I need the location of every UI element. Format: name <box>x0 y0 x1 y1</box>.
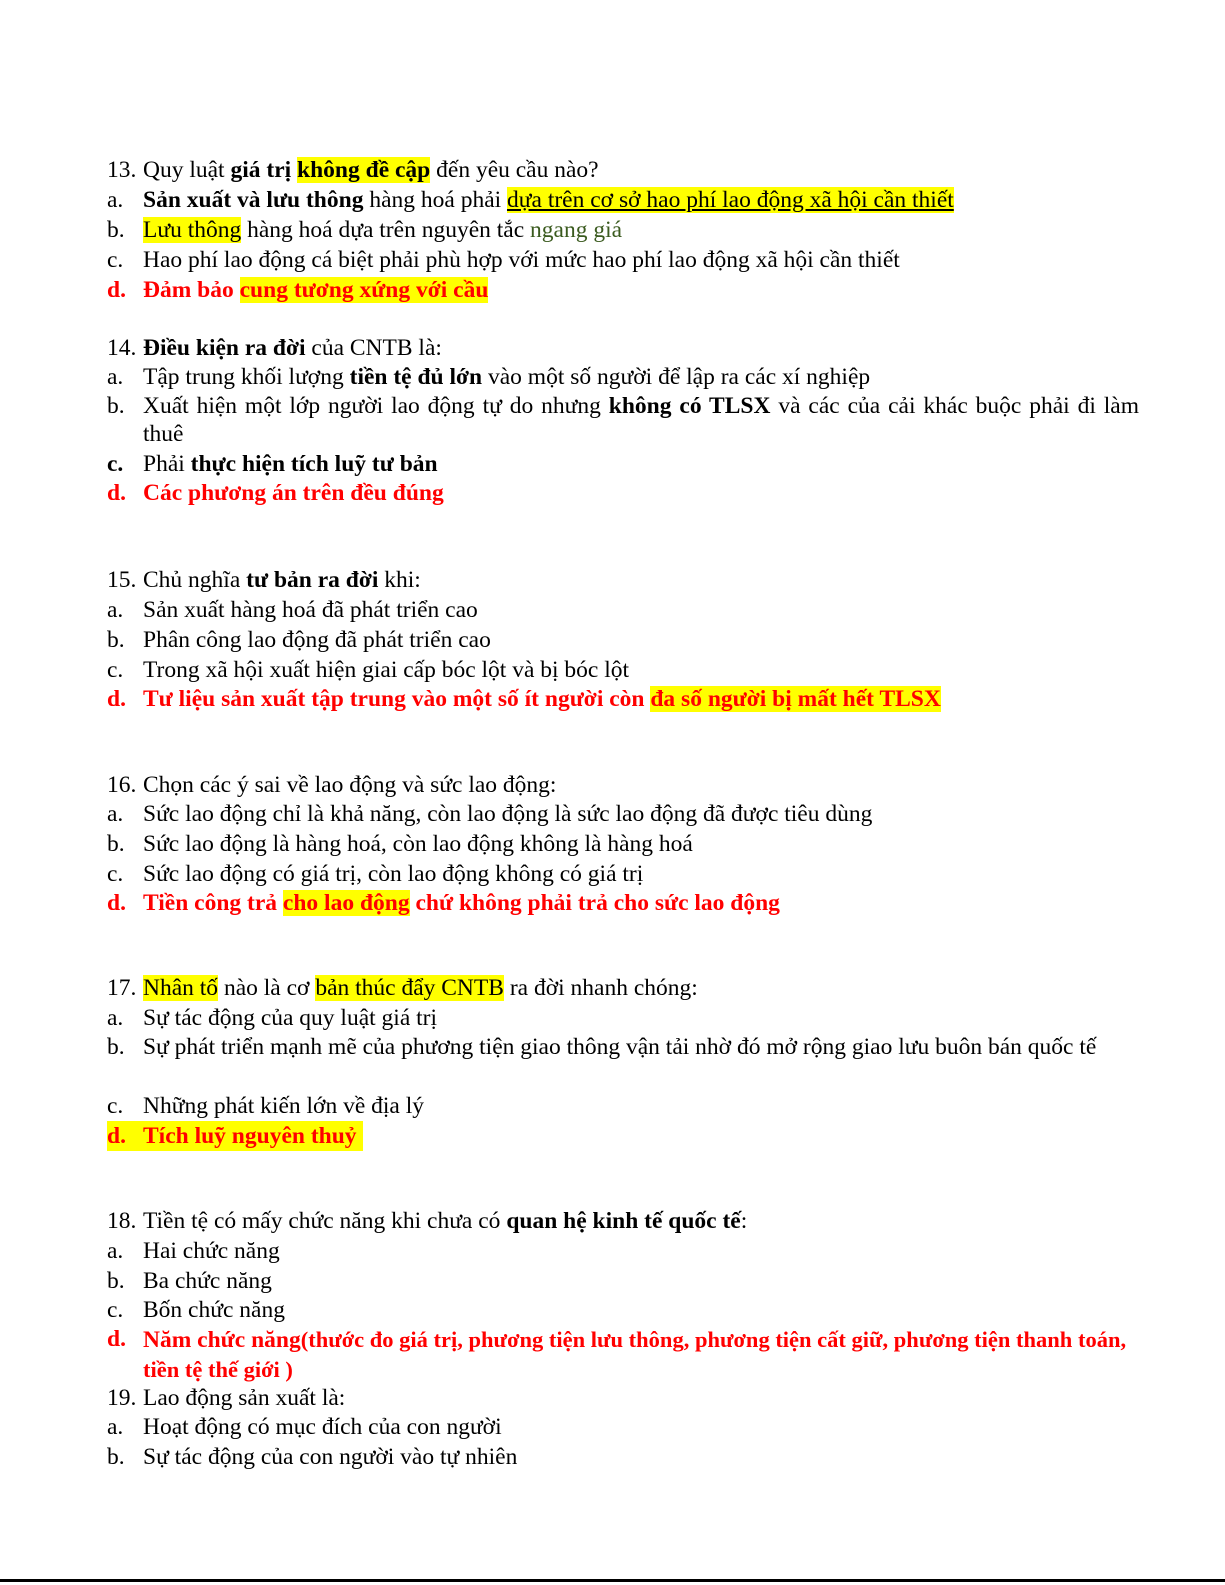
option-label: b. <box>107 393 125 419</box>
option-label: c. <box>107 1093 124 1119</box>
option-text: Sự tác động của quy luật giá trị <box>143 1005 438 1031</box>
option-17d-answer <box>107 1121 363 1151</box>
question-prompt: Điều kiện ra đời của CNTB là: <box>143 335 442 361</box>
question-prompt: Lao động sản xuất là: <box>143 1385 346 1411</box>
option-text: Phân công lao động đã phát triển cao <box>143 627 491 653</box>
option-text: Sản xuất và lưu thông hàng hoá phải dựa trên cơ sở hao phí lao động xã hội cần thiết <box>143 187 954 213</box>
option-label: a. <box>107 597 124 623</box>
option-text: Phải thực hiện tích luỹ tư bản <box>143 451 438 477</box>
question-number: 13. <box>107 157 137 183</box>
option-text: Những phát kiến lớn về địa lý <box>143 1093 425 1119</box>
option-label: b. <box>107 831 125 857</box>
option-label: b. <box>107 217 125 243</box>
question-number: 17. <box>107 975 137 1001</box>
option-label: d. <box>107 686 126 712</box>
option-18d-answer <box>107 1325 1139 1385</box>
question-prompt: Nhân tố nào là cơ bản thúc đẩy CNTB ra đời nhanh chóng: <box>143 975 698 1001</box>
option-text: Ba chức năng <box>143 1268 272 1294</box>
option-label: d. <box>107 1326 126 1352</box>
option-text: Các phương án trên đều đúng <box>143 480 444 506</box>
option-14b <box>107 392 1139 448</box>
option-text: Tích luỹ nguyên thuỷ <box>143 1123 357 1149</box>
question-prompt: Chọn các ý sai về lao động và sức lao động: <box>143 772 557 798</box>
option-17c <box>107 1091 1139 1121</box>
option-label: d. <box>107 890 126 916</box>
option-text: Hoạt động có mục đích của con người <box>143 1414 502 1440</box>
option-text: Đảm bảo cung tương xứng với cầu <box>143 277 489 303</box>
option-13d-answer <box>107 275 1139 305</box>
option-text: Lưu thông hàng hoá dựa trên nguyên tắc ngang giá <box>143 217 623 243</box>
option-label: d. <box>107 277 126 303</box>
question-15 <box>107 565 1139 595</box>
option-16a <box>107 799 1139 829</box>
option-18c <box>107 1295 1139 1325</box>
option-text: Sức lao động là hàng hoá, còn lao động không là hàng hoá <box>143 831 693 857</box>
option-16b <box>107 829 1139 859</box>
question-number: 19. <box>107 1385 137 1411</box>
option-text: Sức lao động chỉ là khả năng, còn lao động là sức lao động đã được tiêu dùng <box>143 801 873 827</box>
option-text: Sức lao động có giá trị, còn lao động không có giá trị <box>143 861 644 887</box>
question-number: 15. <box>107 567 137 593</box>
option-text: Xuất hiện một lớp người lao động tự do nhưng không có TLSX và các của cải khác buộc phải đi làm thuê <box>143 393 1139 447</box>
option-label: c. <box>107 247 124 273</box>
question-13 <box>107 155 1139 185</box>
option-label: a. <box>107 1238 124 1264</box>
option-13c <box>107 245 1139 275</box>
option-text: Trong xã hội xuất hiện giai cấp bóc lột và bị bóc lột <box>143 657 630 683</box>
option-text: Năm chức năng(thước đo giá trị, phương tiện lưu thông, phương tiện cất giữ, phương tiện thanh toán, tiền tệ thế giới ) <box>143 1327 1127 1382</box>
option-16d-answer <box>107 888 1139 918</box>
option-13a <box>107 185 1139 215</box>
option-text: Sản xuất hàng hoá đã phát triển cao <box>143 597 478 623</box>
question-number: 18. <box>107 1208 137 1234</box>
option-label: c. <box>107 451 124 477</box>
option-label: c. <box>107 1297 124 1323</box>
question-prompt: Chủ nghĩa tư bản ra đời khi: <box>143 567 421 593</box>
option-text: Sự phát triển mạnh mẽ của phương tiện giao thông vận tải nhờ đó mở rộng giao lưu buôn bán quốc tế <box>143 1034 1097 1060</box>
page-bottom-border <box>0 1579 1225 1582</box>
option-14d-answer <box>107 478 1139 508</box>
question-18 <box>107 1206 1139 1236</box>
question-19 <box>107 1383 1139 1413</box>
option-label: a. <box>107 364 124 390</box>
option-15d-answer <box>107 684 1139 714</box>
option-text: Bốn chức năng <box>143 1297 285 1323</box>
option-text: Hao phí lao động cá biệt phải phù hợp với mức hao phí lao động xã hội cần thiết <box>143 247 900 273</box>
option-label: b. <box>107 1034 125 1060</box>
option-15c <box>107 655 1139 685</box>
option-17b <box>107 1033 1139 1061</box>
option-18a <box>107 1236 1139 1266</box>
option-text: Tư liệu sản xuất tập trung vào một số ít người còn đa số người bị mất hết TLSX <box>143 686 941 712</box>
option-19a <box>107 1412 1139 1442</box>
option-label: a. <box>107 1414 124 1440</box>
option-14a <box>107 362 1139 392</box>
option-19b <box>107 1442 1139 1472</box>
option-14c <box>107 449 1139 479</box>
option-15a <box>107 595 1139 625</box>
option-label: b. <box>107 627 125 653</box>
question-prompt: Quy luật giá trị không đề cập đến yêu cầu nào? <box>143 157 599 183</box>
question-17 <box>107 973 1139 1003</box>
option-text: Sự tác động của con người vào tự nhiên <box>143 1444 518 1470</box>
option-label: a. <box>107 801 124 827</box>
option-text: Tiền công trả cho lao động chứ không phải trả cho sức lao động <box>143 890 780 916</box>
option-18b <box>107 1266 1139 1296</box>
option-label: a. <box>107 1005 124 1031</box>
option-label: a. <box>107 187 124 213</box>
option-label: c. <box>107 861 124 887</box>
option-16c <box>107 859 1139 889</box>
option-label: c. <box>107 657 124 683</box>
answer-highlight <box>107 1121 363 1151</box>
question-14 <box>107 333 1139 363</box>
question-16 <box>107 770 1139 800</box>
option-13b <box>107 215 1139 245</box>
option-text: Tập trung khối lượng tiền tệ đủ lớn vào một số người để lập ra các xí nghiệp <box>143 364 871 390</box>
option-label: b. <box>107 1444 125 1470</box>
option-17a <box>107 1003 1139 1033</box>
option-label: b. <box>107 1268 125 1294</box>
option-label: d. <box>107 1123 126 1149</box>
option-text: Hai chức năng <box>143 1238 280 1264</box>
question-number: 14. <box>107 335 137 361</box>
question-number: 16. <box>107 772 137 798</box>
question-prompt: Tiền tệ có mấy chức năng khi chưa có quan hệ kinh tế quốc tế: <box>143 1208 748 1234</box>
option-15b <box>107 625 1139 655</box>
option-label: d. <box>107 480 126 506</box>
